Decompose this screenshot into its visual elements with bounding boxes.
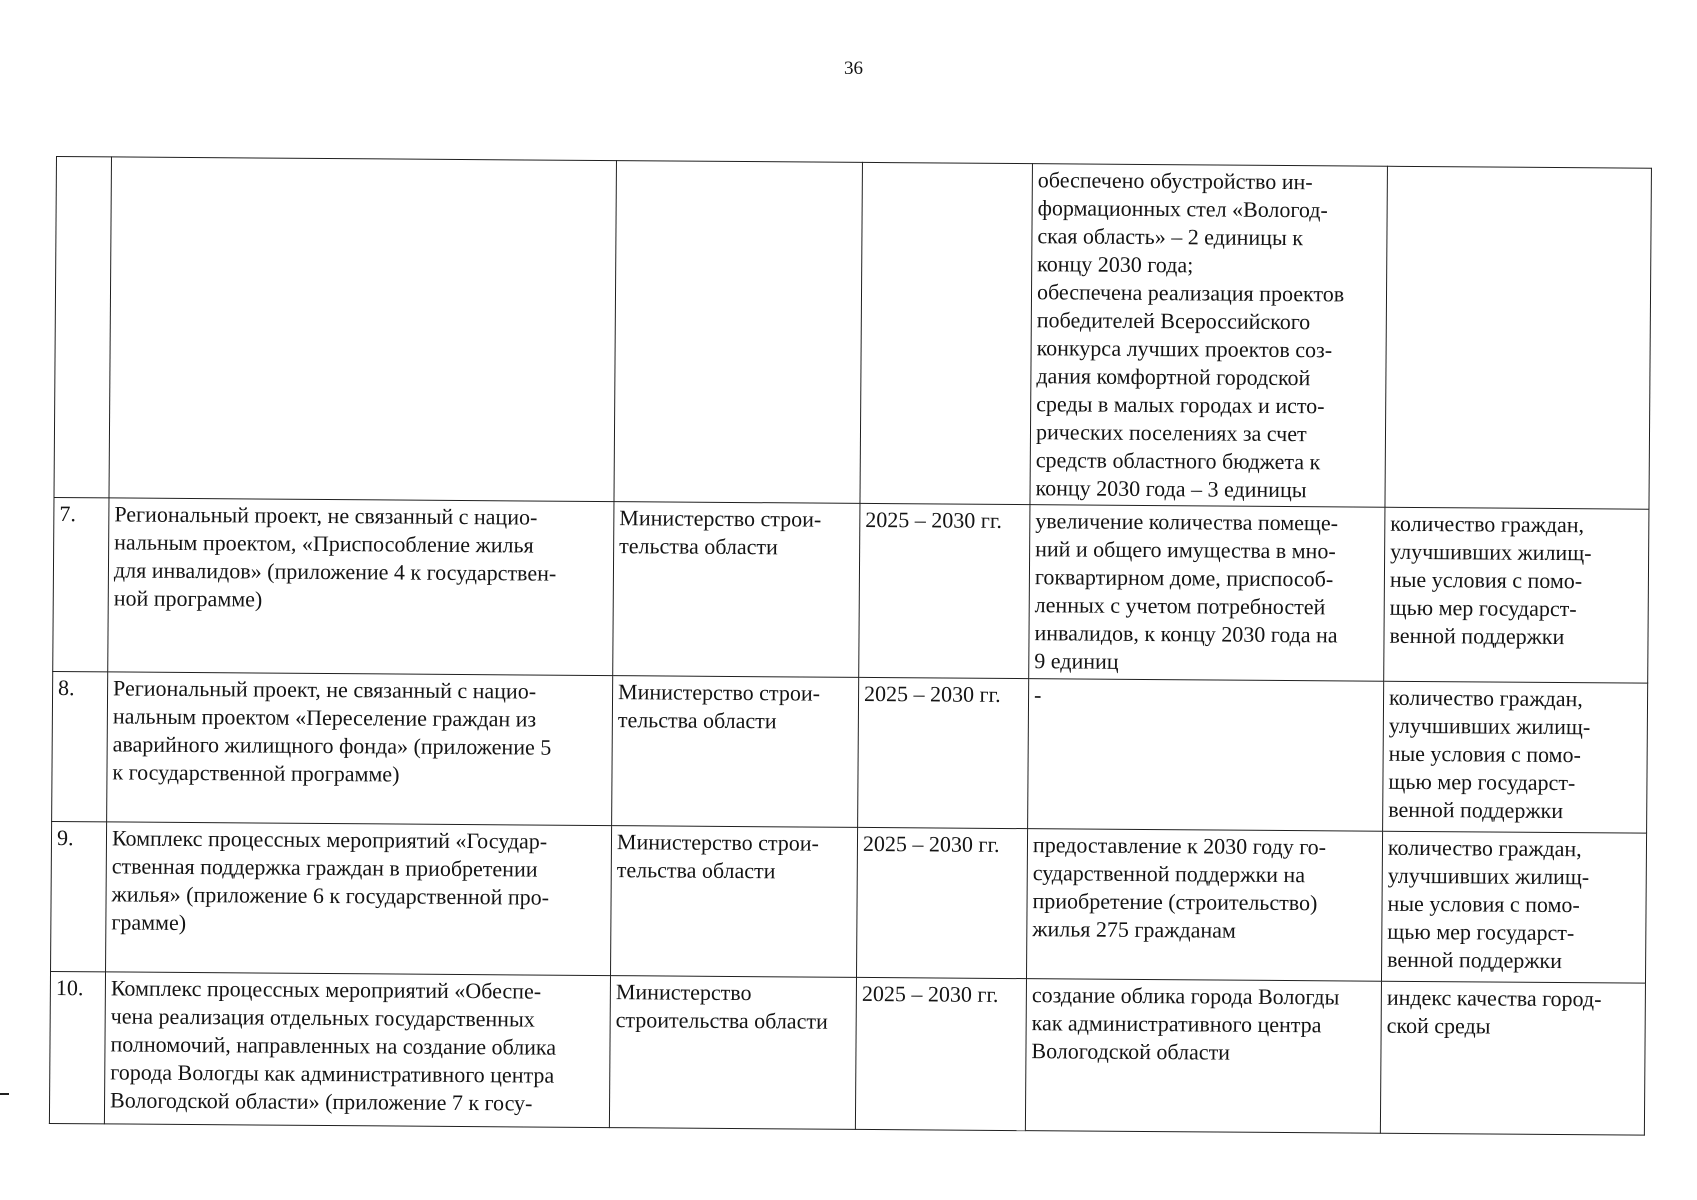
result-cell: увеличение количества помеще- ний и общего имущества в мно- гоквартирном доме, приспособ- ленных с учетом потребностей инвалидов, к концу 2030 года на 9 единиц xyxy=(1029,505,1385,682)
row-number-cell xyxy=(54,157,111,498)
row-number-cell: 8. xyxy=(52,671,108,821)
page-number: 36 xyxy=(844,58,863,79)
row-number-cell: 9. xyxy=(51,821,107,971)
table-row xyxy=(49,971,1645,1135)
table-row xyxy=(52,671,1648,833)
program-structure-table xyxy=(49,156,1652,1136)
indicator-cell: количество граждан, улучшивших жилищ- ные условия с помо- щью мер государст- венной поддержки xyxy=(1381,831,1646,983)
result-cell: создание облика города Вологды как административного центра Вологодской области xyxy=(1025,979,1381,1134)
project-name-cell xyxy=(109,157,616,502)
period-cell: 2025 – 2030 гг. xyxy=(855,977,1026,1130)
responsible-cell: Министерство строи- тельства области xyxy=(613,502,860,678)
table-row xyxy=(54,157,1651,510)
project-name-cell: Комплекс процессных мероприятий «Обеспе- чена реализация отдельных государственных полномочий, направленных на создание облика города Вологды как административного центра Вологодской области» (приложение 7 к госу- xyxy=(104,972,610,1128)
result-cell: обеспечено обустройство ин- формационных стел «Вологод- ская область» – 2 единицы к концу 2030 года; обеспечена реализация проектов победителей Всероссийского конкурса лучших проектов соз- дания комфортной городской среды в малых городах и исто- рических поселениях за счет средств областного бюджета к концу 2030 года – 3 единицы xyxy=(1030,164,1387,508)
table-row xyxy=(51,821,1647,983)
margin-mark xyxy=(0,1093,9,1095)
table-row xyxy=(53,497,1649,683)
responsible-cell: Министерство строи- тельства области xyxy=(612,676,859,828)
project-name-cell: Региональный проект, не связанный с нацио- нальным проектом «Переселение граждан из аварийного жилищного фонда» (приложение 5 к государственной программе) xyxy=(107,672,613,826)
period-cell: 2025 – 2030 гг. xyxy=(858,677,1029,828)
project-name-cell: Региональный проект, не связанный с нацио- нальным проектом, «Приспособление жилья для инвалидов» (приложение 4 к государствен- ной программе) xyxy=(108,498,614,676)
responsible-cell: Министерство строи- тельства области xyxy=(611,826,858,978)
result-cell: предоставление к 2030 году го- сударственной поддержки на приобретение (строительство) жилья 275 гражданам xyxy=(1026,829,1382,982)
period-cell: 2025 – 2030 гг. xyxy=(857,827,1028,978)
indicator-cell: количество граждан, улучшивших жилищ- ные условия с помо- щью мер государст- венной поддержки xyxy=(1384,507,1649,683)
responsible-cell: Министерство строительства области xyxy=(609,976,856,1130)
indicator-cell: индекс качества город- ской среды xyxy=(1380,981,1645,1135)
responsible-cell xyxy=(614,161,862,504)
row-number-cell: 7. xyxy=(53,497,109,671)
result-cell: - xyxy=(1028,679,1384,832)
period-cell xyxy=(860,162,1032,504)
period-cell: 2025 – 2030 гг. xyxy=(859,503,1030,678)
project-name-cell: Комплекс процессных мероприятий «Государ- ственная поддержка граждан в приобретении жилья» (приложение 6 к государственной про- грамме) xyxy=(106,822,612,976)
indicator-cell xyxy=(1385,166,1651,509)
row-number-cell: 10. xyxy=(49,971,105,1123)
indicator-cell: количество граждан, улучшивших жилищ- ные условия с помо- щью мер государст- венной поддержки xyxy=(1383,681,1648,833)
